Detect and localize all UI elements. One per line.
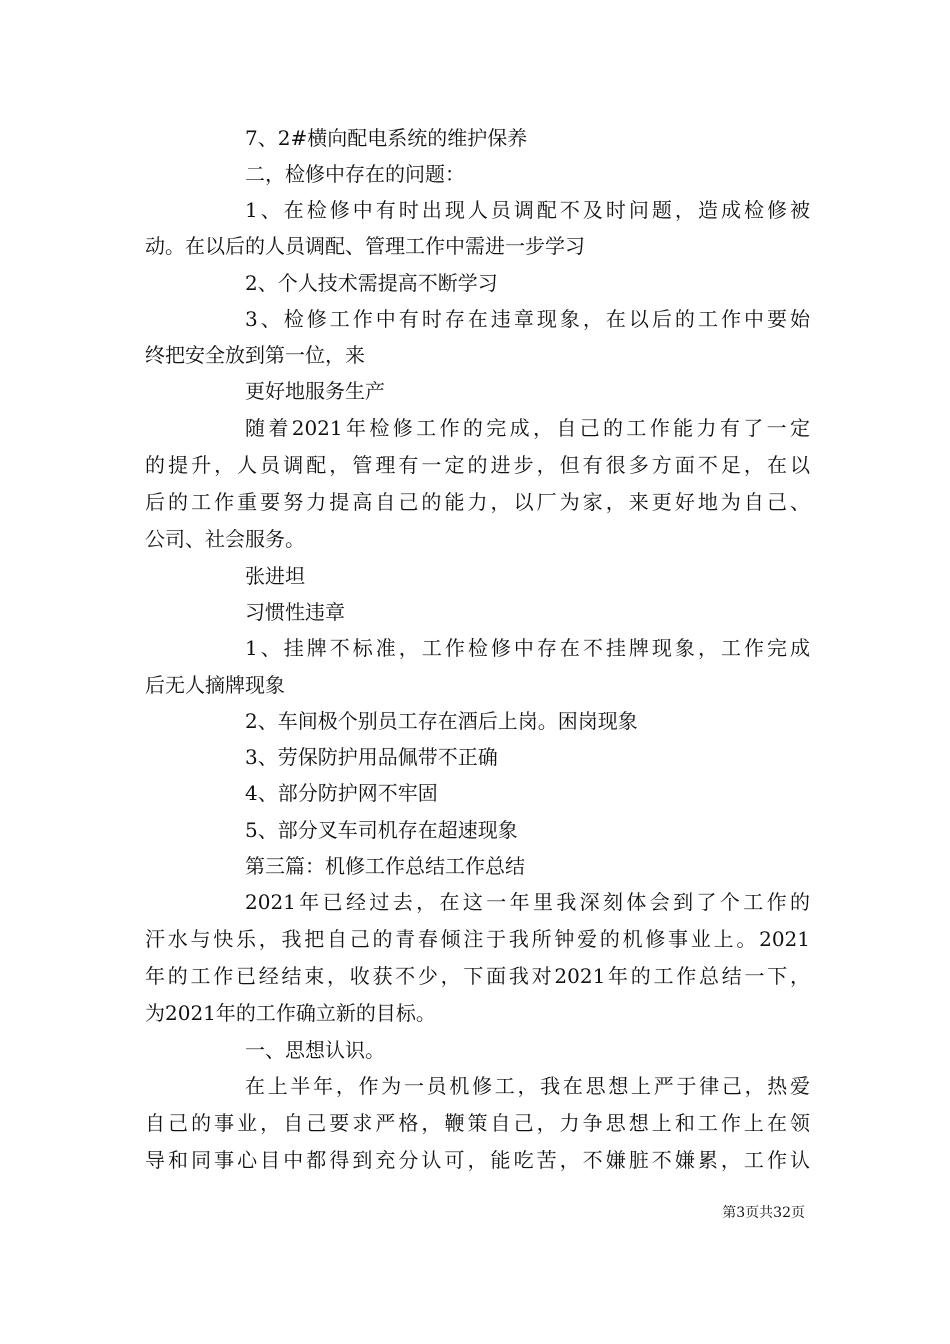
text-line: 2021年已经过去，在这一年里我深刻体会到了个工作的: [245, 890, 810, 914]
text-line: 1、挂牌不标准，工作检修中存在不挂牌现象，工作完成: [245, 636, 810, 660]
chapter-title: 第三篇：机修工作总结工作总结: [245, 854, 525, 878]
page-number: 第3页共32页: [722, 1205, 805, 1221]
text-line: 动。在以后的人员调配、管理工作中需进一步学习: [145, 234, 585, 258]
text-line: 后无人摘牌现象: [145, 673, 285, 697]
text-line: 自己的事业，自己要求严格，鞭策自己，力争思想上和工作上在领: [145, 1111, 810, 1135]
text-line: 3、劳保防护用品佩带不正确: [245, 745, 498, 769]
text-line: 7、2#横向配电系统的维护保养: [245, 126, 528, 150]
text-line: 汗水与快乐，我把自己的青春倾注于我所钟爱的机修事业上。2021: [145, 927, 810, 951]
text-line: 2、车间极个别员工存在酒后上岗。困岗现象: [245, 709, 638, 733]
text-line: 的提升，人员调配，管理有一定的进步，但有很多方面不足，在以: [145, 453, 810, 477]
text-line: 随着2021年检修工作的完成，自己的工作能力有了一定: [245, 416, 810, 440]
text-line: 导和同事心目中都得到充分认可，能吃苦，不嫌脏不嫌累，工作认: [145, 1148, 810, 1172]
text-line: 2、个人技术需提高不断学习: [245, 271, 498, 295]
text-line: 公司、社会服务。: [145, 527, 305, 551]
text-line: 年的工作已经结束，收获不少，下面我对2021年的工作总结一下，: [145, 964, 810, 988]
text-line: 为2021年的工作确立新的目标。: [145, 1001, 436, 1025]
section-heading: 一、思想认识。: [245, 1038, 385, 1062]
text-line: 后的工作重要努力提高自己的能力，以厂为家，来更好地为自己、: [145, 490, 810, 514]
text-line: 终把安全放到第一位，来: [145, 343, 365, 367]
text-line: 3、检修工作中有时存在违章现象，在以后的工作中要始: [245, 307, 810, 331]
text-line: 4、部分防护网不牢固: [245, 781, 438, 805]
text-line: 5、部分叉车司机存在超速现象: [245, 818, 518, 842]
text-line: 更好地服务生产: [245, 379, 385, 403]
section-heading: 二，检修中存在的问题：: [245, 162, 465, 186]
author-name: 张进坦: [245, 564, 305, 588]
section-heading: 习惯性违章: [245, 600, 345, 624]
text-line: 在上半年，作为一员机修工，我在思想上严于律己，热爱: [245, 1074, 810, 1098]
text-line: 1、在检修中有时出现人员调配不及时问题，造成检修被: [245, 198, 810, 222]
